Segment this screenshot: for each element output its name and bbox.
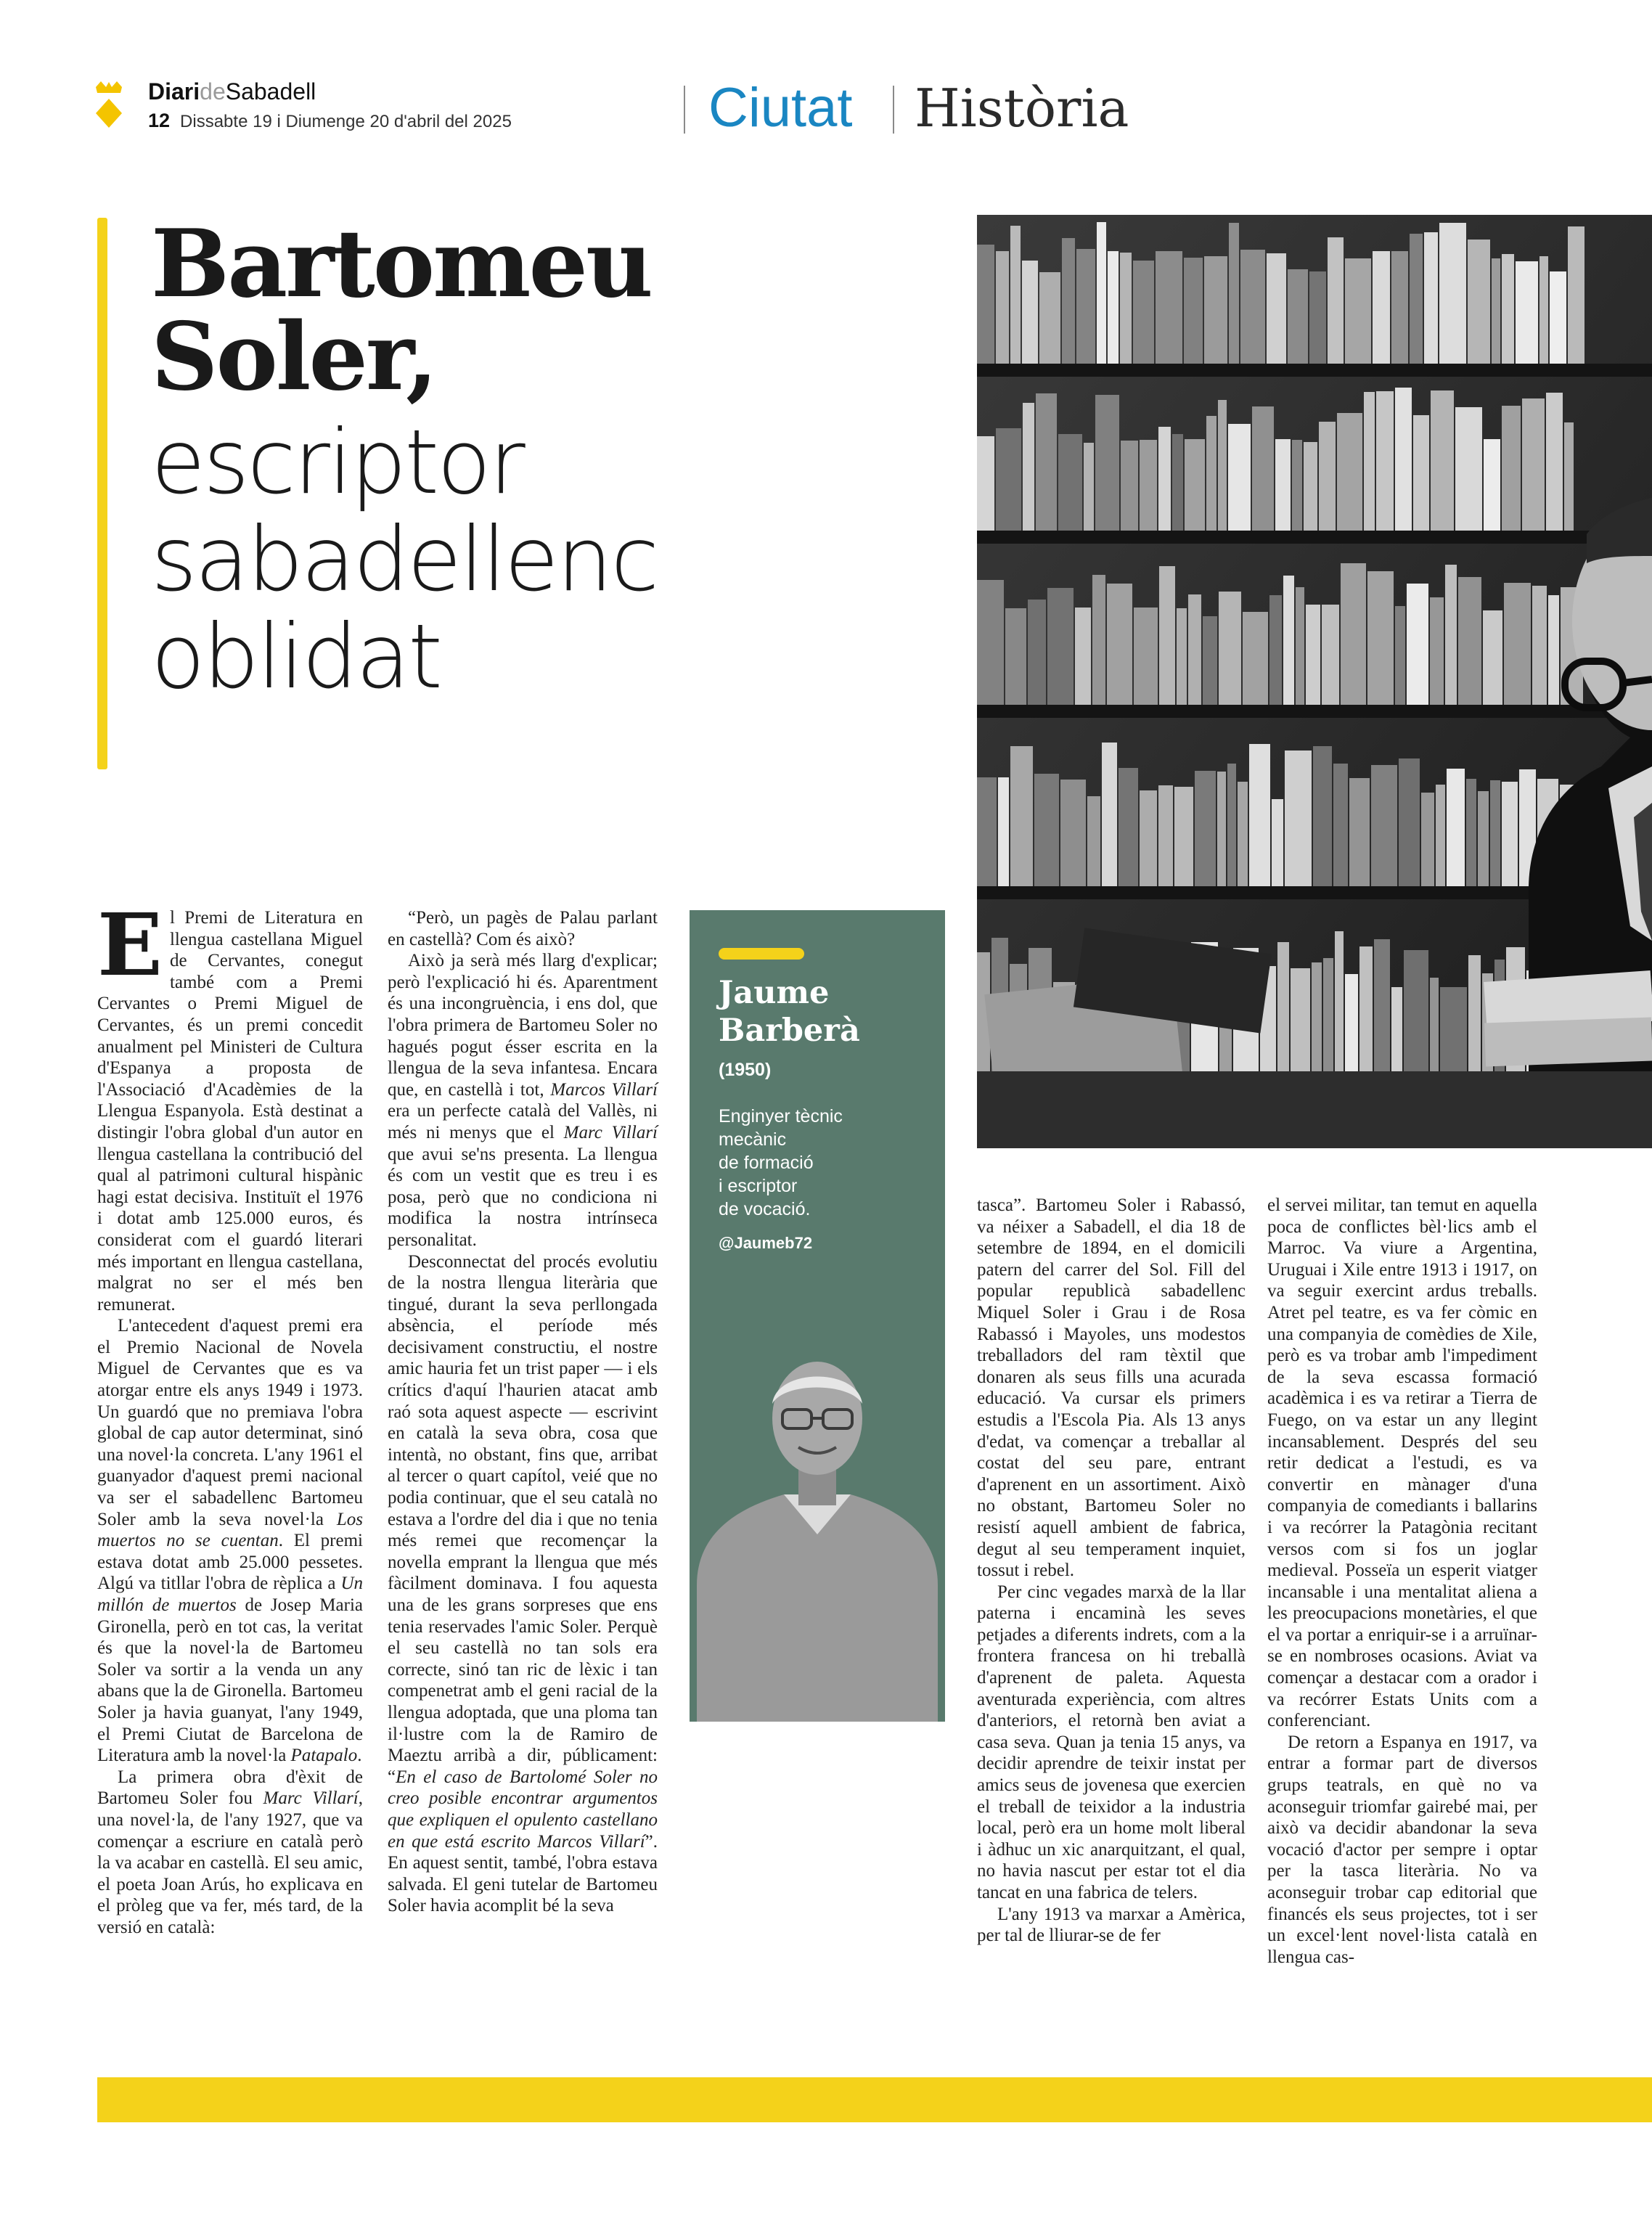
paragraph-3 — [97, 1767, 363, 1939]
book-title-patapalo: Patapalo — [290, 1746, 358, 1766]
bookshelf-portrait-image — [977, 215, 1652, 1148]
paragraph-6-text-a: Desconnectat del procés evolutiu de la nostra llengua literària que tingué, durant la seva perllongada absència, el període més decisivament constructiu, el nostre amic hauria fet un trist paper — i els crítics d'aquí l'haurien atacat amb raó sota aquest aspecte — escrivint en català la seva obra, cosa que intentà, no obstant, fins que, arribat al tercer o quart capítol, veié que no podia continuar, que el seu català no estava a l'ordre del dia i que no tenia més remei que recomençar la novella emprant la llengua que més fàcilment dominava. I fou aquesta una de les grans sorpreses que ens tenia reservades l'amic Soler. Perquè el seu castellà no tan sols era correcte, sinó tan ric de lèxic i tan compenetrat amb el geni racial de la llengua adoptada, que una ploma tan il·lustre com la de Ramiro de Maeztu arribà a dir, públicament: “ — [388, 1251, 658, 1787]
main-photo — [977, 215, 1652, 1148]
footer-accent-bar — [97, 2077, 1652, 2122]
paragraph-5-text-c: que avui se'ns presenta. La llengua és com un vestit que es treu i es posa, però que no condiciona ni modifica la nostra intrínseca personalitat. — [388, 1144, 658, 1250]
book-title-marc-villari: Marc Villarí — [263, 1788, 359, 1809]
book-title-marcos-villari: Marcos Villarí — [550, 1079, 658, 1100]
title-accent-bar — [97, 218, 107, 769]
author-portrait-image — [690, 1346, 945, 1722]
paragraph-6 — [388, 1251, 658, 1917]
newspaper-logo-icon — [93, 80, 125, 131]
headline-line-2: Soler, — [151, 303, 436, 412]
headline-line-3: escriptor — [151, 411, 523, 514]
paragraph-2-text-c: de Josep Maria Gironella, però en tot cas, la veritat és que la novel·la de Bartomeu Soler va sortir a la venda un any abans que la de Gironella. Bartomeu Soler ja havia guanyat, l'any 1949, el Premi Ciutat de Barcelona de Literatura amb la novel·la — [97, 1595, 363, 1766]
brand-diari: Diari — [148, 78, 200, 105]
author-description: Enginyer tècnic mecànic de formació i escriptor de vocació. — [719, 1106, 843, 1219]
paragraph-11: De retorn a Espanya en 1917, va entrar a formar part de diversos grups teatrals, en què no va aconseguir triomfar gairebé mai, per això va decidir abandonar la seva vocació d'actor per sempre i optar per la tasca literària. No va aconseguir trobar cap editorial que financés els seus projectes, tot i ser un excel·lent novel·lista català en llengua cas- — [1267, 1732, 1537, 1967]
paragraph-9: L'any 1913 va marxar a Amèrica, per tal de lliurar-se de fer — [977, 1904, 1246, 1946]
book-title-un-millon: Un millón de muertos — [97, 1574, 363, 1615]
section-label[interactable]: Ciutat — [708, 77, 853, 139]
paragraph-2 — [97, 1315, 363, 1766]
author-accent-bar — [719, 948, 804, 960]
book-title-marc-villari-2: Marc Villarí — [563, 1122, 658, 1142]
paragraph-2-text-d: . — [357, 1746, 362, 1766]
article-column-1 — [97, 894, 364, 1939]
headline-line-4: sabadellenc — [151, 508, 658, 611]
brand-de: de — [200, 78, 226, 105]
headline-line-1: Bartomeu — [151, 210, 651, 319]
article-column-2 — [388, 907, 658, 1917]
paragraph-1 — [97, 894, 363, 1315]
paragraph-4: “Però, un pagès de Palau parlant en castellà? Com és això? — [388, 908, 658, 949]
paragraph-7: tasca”. Bartomeu Soler i Rabassó, va néixer a Sabadell, el dia 18 de setembre de 1894, en el domicili patern del carrer del Sol. Fill del popular republicà sabadellenc Miquel Soler i Grau i de Rosa Rabassó i Mayoles, uns modestos treballadors del ram tèxtil que donaren als seus fills una acurada educació. Va cursar els primers estudis a l'Escola Pia. Als 13 anys d'edat, va començar a treballar al costat del seu pare, entrant d'aprenent en un assortiment. Això no obstant, Bartomeu Soler no resistí aquell ambient de fabrica, degut al seu temperament inquiet, tossut i rebel. — [977, 1195, 1246, 1581]
paragraph-10: el servei militar, tan temut en aquella poca de conflictes bèl·lics amb el Marroc. Va viure a Argentina, Uruguai i Xile entre 1913 i 1917, on va seguir exercint ardus treballs. Atret pel teatre, es va fer còmic en una companyia de comèdies de Xile, però es va trobar amb l'impediment de la seva escassa formació acadèmica i es va retirar a Tierra de Fuego, on va estar un any llegint incansablement. Després del seu retir dedicat a l'estudi, es va convertir en mànager d'una companyia de comediants i ballarins i va recórrer la Patagònia recitant versos com si fos un joglar medieval. Posseïa un esperit viatger incansable i una mentalitat aliena a les preocupacions monetàries, el que el va portar a enriquir-se i a arruïnar-se en nombroses ocasions. Aviat va començar a destacar com a orador i va recórrer Estats Units com a conferenciant. — [1267, 1195, 1537, 1731]
brand-sabadell: Sabadell — [225, 78, 316, 105]
section-divider — [684, 86, 685, 134]
drop-cap: E — [97, 894, 163, 995]
book-title-los-muertos: Los muertos no se cuentan — [97, 1509, 363, 1551]
issue-date: Dissabte 19 i Diumenge 20 d'abril del 2025 — [180, 112, 512, 131]
subsection-label[interactable]: Història — [915, 78, 1129, 139]
article-column-4 — [1267, 1195, 1537, 1968]
paragraph-5 — [388, 950, 658, 1251]
author-name: Jaume Barberà — [719, 975, 860, 1049]
paragraph-2-text-a: L'antecedent d'aquest premi era el Premio Nacional de Novela Miguel de Cervantes que es va atorgar entre els anys 1949 i 1973. Un guardó que no premiava l'obra global de cap autor determinat, sinó una novel·la concreta. L'any 1961 el guanyador d'aquest premi nacional va ser el sabadellenc Bartomeu Soler amb la seva novel·la — [97, 1316, 363, 1529]
paragraph-5-text-b: era un perfecte català del Vallès, ni més ni menys que el — [388, 1101, 658, 1142]
paragraph-8: Per cinc vegades marxà de la llar paterna i encaminà les seves petjades a diferents indrets, com a la frontera francesa on hi treballà d'aprenent de paleta. Aquesta aventurada experiència, com altres d'anteriors, el retornà ben aviat a casa seva. Quan ja tenia 15 anys, va decidir aprendre de teixir instat per amics seus de jovenesa que exercien el treball de teixidor a la industria local, però era un home molt liberal i àdhuc un xic anarquitzant, el qual, no havia nascut per estar tot el dia tancat en una fabrica de telers. — [977, 1582, 1246, 1902]
page-info — [148, 110, 512, 132]
page-number: 12 — [148, 110, 171, 131]
paragraph-1-text: l Premi de Literatura en llengua castellana Miguel de Cervantes, conegut també com a Premi Cervantes o Premi Miguel de Cervantes, és un premi concedit anualment pel Ministeri de Cultura d'Espanya a proposta de l'Associació d'Acadèmies de la Llengua Espanyola. Està destinat a distingir l'obra global d'un autor en llengua castellana la contribució del qual al patrimoni cultural hispànic hagi estat decisiva. Instituït el 1976 i dotat amb 125.000 euros, és considerat com el guardó literari més important en llengua castellana, malgrat no ser el més ben remunerat. — [97, 908, 363, 1314]
subsection-divider — [893, 86, 894, 134]
author-box — [690, 910, 945, 1722]
newspaper-brand[interactable] — [148, 78, 316, 105]
headline — [151, 210, 804, 708]
paragraph-2-text-b: . El premi estava dotat amb 25.000 pessetes. Algú va titllar l'obra de rèplica a — [97, 1531, 363, 1594]
author-social-handle[interactable]: @Jaumeb72 — [719, 1234, 813, 1252]
author-birth-year: (1950) — [719, 1060, 772, 1080]
paragraph-3-text-b: , una novel·la, de l'any 1927, que va començar a escriure en català però la va acabar en castellà. El seu amic, el poeta Joan Arús, ho explicava en el pròleg que va fer, més tard, de la versió en català: — [97, 1788, 364, 1937]
headline-line-5: oblidat — [151, 605, 441, 708]
paragraph-6-text-b: ”. En aquest sentit, també, l'obra estava salvada. El geni tutelar de Bartomeu Soler havia acomplit bé la seva — [388, 1831, 658, 1916]
article-column-3 — [977, 1195, 1246, 1947]
maeztu-quote: En el caso de Bartolomé Soler no creo posible encontrar argumentos que expliquen el opulento castellano en que está escrito Marcos Villarí — [388, 1767, 658, 1852]
paragraph-5-text-a: Això ja serà més llarg d'explicar; però l'explicació hi és. Aparentment és una incongruència, i ens dol, que l'obra primera de Bartomeu Soler no hagués pogut ésser escrita en la llengua de la seva infantesa. Encara que, en castellà i tot, — [388, 951, 658, 1100]
paragraph-3-text-a: La primera obra d'èxit de Bartomeu Soler fou — [97, 1767, 363, 1809]
